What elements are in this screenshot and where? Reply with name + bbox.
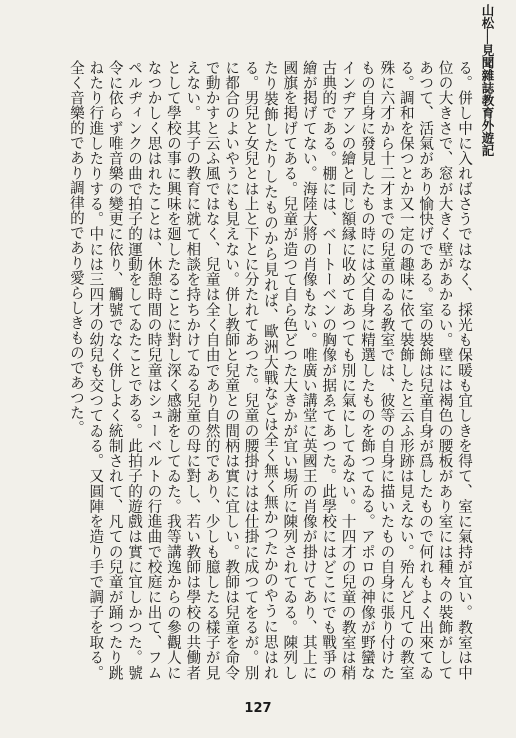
- body-text: [34, 60, 474, 680]
- running-header: 山松──見聞雜誌教育外遊記: [480, 4, 495, 157]
- paragraph: る。併し中に入ればさうではなく、採光も保暖も宜しきを得て、室に氣持が宜い。教室は中位の大きさで、窓が大きく壁があかるい。壁には褐色の腰板があり室には種々の裝飾がしてあつて、活氣があり愉快げである。室の裝飾は兒童自身が爲したもので何れもよく出來てゐる。調和を保つとか又一定の趣味に依て裝飾したと云ふ形跡は見えない。殆んど凡ての教室殊に六才から十二才までの兒童のゐる教室では、彼等の自身に描いたもの自身に張り付けたもの自身に發見したもの時には父自身に精選したものを飾つてゐる。アポロの神像が野蠻なインヂアンの繪と同じ額縁に收めてあつても別に氣にしてゐない。十四才の兒童の教室は稍古典的である。棚には、ベートーベンの胸像が据ゑてあつた。此學校にはどこにでも戰爭の繪が掲げてない。海陸大將の肖像もない。唯廣い講堂に英國王の肖像が掛けてあり、其上に國旗を掲げてある。兒童が造つて自ら色どつた大きかが宜い場所に陳列されてゐる。陳列したり裝飾したりしたものから見れば、歐洲大戰などは全く無く無かつたかのやうに思はれる。男兒と女兒とは上と下とに分たれてあつた。兒童の腰掛けはは仕掛に成つてをるが。別に都合のよいやうにも見えない。併し教師と兒童との間柄は實に宜しい。教師は兒童を命令で動かすと云ふ風ではなく、兒童は全く自由であり自然的であり、少しも臆したる樣子が見えない。其子の教育に就て相談を持ちかけてゐる兒童の母に對し、若い教師は學校の共働者として學校の事に興味を廻したることに對し深く感謝をしてゐた。我等講逸からの參觀人になつかしく思はれたことは、休憩時間の時兒童はシューベルトの行進曲で校庭に出て、フムペルヂィンクの曲で拍子的運動をしてゐたことである。此拍子的遊戲は實に宜しかつた。號令に依らず唯音樂の變更に依り、觸號でなく併しよく統制されて、凡ての兒童が踊つたり跳ねたり行進したりする。中には三四才の幼兒も交つてゐる。又圓陣を造り手で調子を取る。全く音樂的であり調律的であり愛らしきものであつた。: [67, 60, 473, 680]
- page-number: 127: [244, 701, 272, 716]
